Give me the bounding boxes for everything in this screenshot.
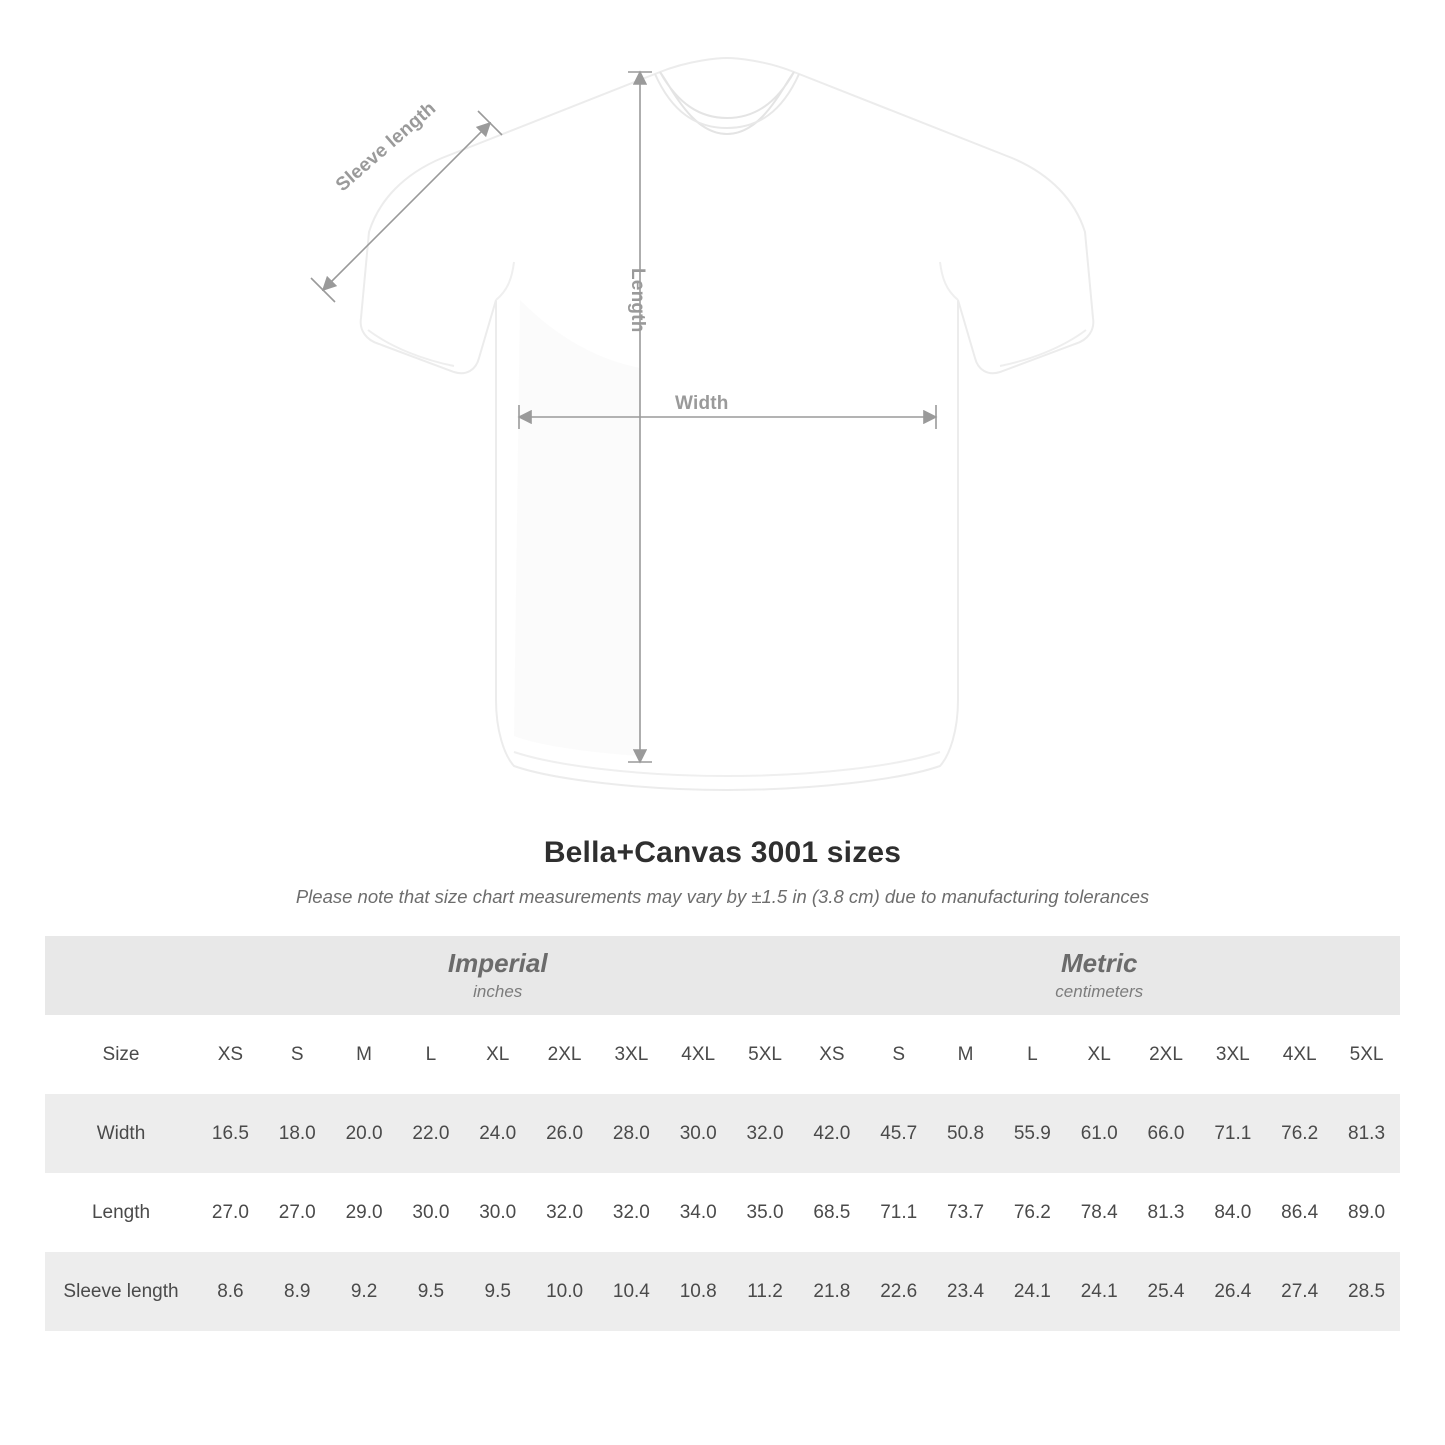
cell-length-0: 27.0 xyxy=(197,1173,264,1252)
cell-sleeve-2: 9.2 xyxy=(331,1252,398,1331)
cell-width-7: 30.0 xyxy=(665,1094,732,1173)
cell-length-3: 30.0 xyxy=(397,1173,464,1252)
table-row xyxy=(45,1173,1400,1252)
size-col-5xl-imp: 5XL xyxy=(732,1015,799,1094)
cell-length-2: 29.0 xyxy=(331,1173,398,1252)
cell-length-13: 78.4 xyxy=(1066,1173,1133,1252)
cell-width-3: 22.0 xyxy=(397,1094,464,1173)
cell-length-6: 32.0 xyxy=(598,1173,665,1252)
cell-width-11: 50.8 xyxy=(932,1094,999,1173)
size-col-m-imp: M xyxy=(331,1015,398,1094)
table-row xyxy=(45,1094,1400,1173)
cell-length-17: 89.0 xyxy=(1333,1173,1400,1252)
row-label-sleeve-length: Sleeve length xyxy=(45,1252,197,1331)
size-col-3xl-imp: 3XL xyxy=(598,1015,665,1094)
size-col-xs-met: XS xyxy=(798,1015,865,1094)
cell-sleeve-12: 24.1 xyxy=(999,1252,1066,1331)
cell-width-15: 71.1 xyxy=(1199,1094,1266,1173)
cell-sleeve-9: 21.8 xyxy=(798,1252,865,1331)
size-col-s-imp: S xyxy=(264,1015,331,1094)
cell-length-15: 84.0 xyxy=(1199,1173,1266,1252)
metric-unit: centimeters xyxy=(1055,982,1144,1002)
size-col-3xl-met: 3XL xyxy=(1199,1015,1266,1094)
cell-sleeve-4: 9.5 xyxy=(464,1252,531,1331)
size-col-2xl-met: 2XL xyxy=(1133,1015,1200,1094)
cell-width-9: 42.0 xyxy=(798,1094,865,1173)
cell-sleeve-17: 28.5 xyxy=(1333,1252,1400,1331)
imperial-unit: inches xyxy=(473,982,523,1002)
chart-heading xyxy=(0,836,1445,908)
cell-sleeve-16: 27.4 xyxy=(1266,1252,1333,1331)
size-col-s-met: S xyxy=(865,1015,932,1094)
cell-sleeve-5: 10.0 xyxy=(531,1252,598,1331)
cell-sleeve-15: 26.4 xyxy=(1199,1252,1266,1331)
page-title: Bella+Canvas 3001 sizes xyxy=(543,836,902,869)
cell-width-8: 32.0 xyxy=(732,1094,799,1173)
unit-system-row xyxy=(45,936,1400,1015)
size-col-xl-imp: XL xyxy=(464,1015,531,1094)
cell-length-9: 68.5 xyxy=(798,1173,865,1252)
metric-name: Metric xyxy=(1060,947,1138,978)
row-label-width: Width xyxy=(45,1094,197,1173)
size-col-2xl-imp: 2XL xyxy=(531,1015,598,1094)
shirt-shape xyxy=(361,58,1094,790)
size-header-row xyxy=(45,1015,1400,1094)
cell-width-17: 81.3 xyxy=(1333,1094,1400,1173)
size-col-5xl-met: 5XL xyxy=(1333,1015,1400,1094)
cell-sleeve-3: 9.5 xyxy=(397,1252,464,1331)
cell-length-11: 73.7 xyxy=(932,1173,999,1252)
cell-width-16: 76.2 xyxy=(1266,1094,1333,1173)
length-label: Length xyxy=(627,268,648,333)
imperial-name: Imperial xyxy=(447,947,548,978)
cell-length-8: 35.0 xyxy=(732,1173,799,1252)
cell-length-10: 71.1 xyxy=(865,1173,932,1252)
cell-sleeve-0: 8.6 xyxy=(197,1252,264,1331)
row-header-size: Size xyxy=(45,1015,197,1094)
size-table-wrapper xyxy=(45,936,1400,1331)
size-col-m-met: M xyxy=(932,1015,999,1094)
table-row xyxy=(45,1252,1400,1331)
cell-width-12: 55.9 xyxy=(999,1094,1066,1173)
cell-width-2: 20.0 xyxy=(331,1094,398,1173)
cell-sleeve-11: 23.4 xyxy=(932,1252,999,1331)
cell-length-14: 81.3 xyxy=(1133,1173,1200,1252)
size-table xyxy=(45,936,1400,1331)
cell-length-1: 27.0 xyxy=(264,1173,331,1252)
cell-length-4: 30.0 xyxy=(464,1173,531,1252)
cell-length-12: 76.2 xyxy=(999,1173,1066,1252)
tolerance-note: Please note that size chart measurements may vary by ±1.5 in (3.8 cm) due to manufacturing tolerances xyxy=(295,886,1150,907)
cell-sleeve-7: 10.8 xyxy=(665,1252,732,1331)
size-col-xs-imp: XS xyxy=(197,1015,264,1094)
cell-sleeve-10: 22.6 xyxy=(865,1252,932,1331)
cell-width-14: 66.0 xyxy=(1133,1094,1200,1173)
size-col-4xl-imp: 4XL xyxy=(665,1015,732,1094)
cell-sleeve-6: 10.4 xyxy=(598,1252,665,1331)
size-col-l-imp: L xyxy=(397,1015,464,1094)
cell-width-4: 24.0 xyxy=(464,1094,531,1173)
cell-width-5: 26.0 xyxy=(531,1094,598,1173)
cell-sleeve-14: 25.4 xyxy=(1133,1252,1200,1331)
sleeve-length-label: Sleeve length xyxy=(332,97,441,196)
cell-sleeve-1: 8.9 xyxy=(264,1252,331,1331)
cell-sleeve-8: 11.2 xyxy=(732,1252,799,1331)
spacer-cell xyxy=(45,936,197,1015)
cell-width-13: 61.0 xyxy=(1066,1094,1133,1173)
size-col-4xl-met: 4XL xyxy=(1266,1015,1333,1094)
row-label-length: Length xyxy=(45,1173,197,1252)
cell-width-6: 28.0 xyxy=(598,1094,665,1173)
cell-length-7: 34.0 xyxy=(665,1173,732,1252)
cell-width-1: 18.0 xyxy=(264,1094,331,1173)
cell-sleeve-13: 24.1 xyxy=(1066,1252,1133,1331)
imperial-header xyxy=(197,936,798,1015)
size-col-l-met: L xyxy=(999,1015,1066,1094)
cell-width-0: 16.5 xyxy=(197,1094,264,1173)
cell-length-5: 32.0 xyxy=(531,1173,598,1252)
metric-header xyxy=(798,936,1400,1015)
width-label: Width xyxy=(675,393,729,414)
cell-width-10: 45.7 xyxy=(865,1094,932,1173)
size-col-xl-met: XL xyxy=(1066,1015,1133,1094)
cell-length-16: 86.4 xyxy=(1266,1173,1333,1252)
